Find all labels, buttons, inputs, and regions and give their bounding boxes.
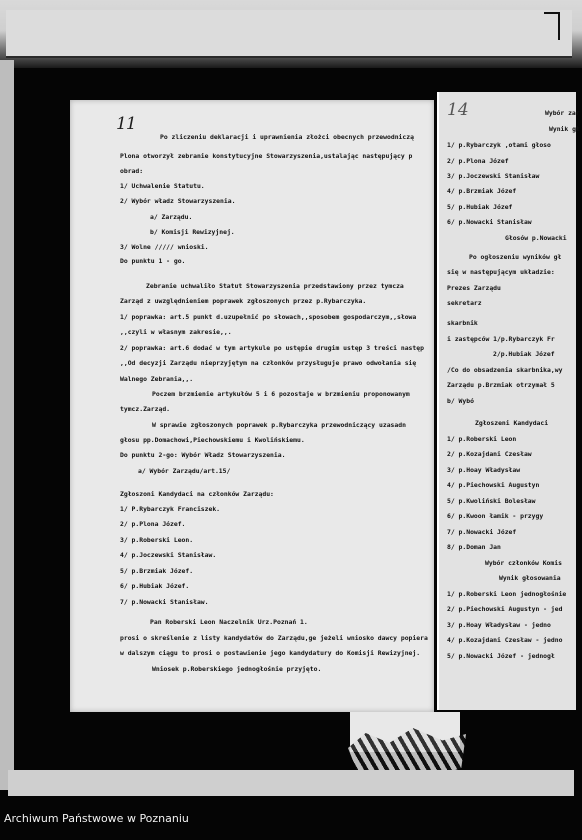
corner-crop-mark [544, 12, 560, 40]
document-text-line: /Co do obsadzenia skarbnika,wy [447, 366, 563, 374]
archive-watermark-label: Archiwum Państwowe w Poznaniu [4, 812, 189, 825]
document-text-line: Zgłoszoni Kandydaci na członków Zarządu: [120, 490, 274, 498]
document-text-line: 6/ p.Kwoon łamik - przygy [447, 512, 544, 520]
document-text-line: Wniosek p.Roberskiego jednogłośnie przyjęto. [152, 665, 322, 673]
document-text-line: 7/ p.Nowacki Józef [447, 528, 517, 536]
document-text-line: 4/ p.Brzmiak Józef [447, 187, 517, 195]
document-text-line: 5/ p.Nowacki Józef - jednogł [447, 652, 555, 660]
document-text-line: Zebranie uchwaliło Statut Stowarzyszenia przedstawiony przez tymcza [146, 282, 404, 290]
document-text-line: 7/ p.Nowacki Stanisław. [120, 598, 209, 606]
main-document-page [70, 100, 434, 712]
document-text-line: 3/ p.Roberski Leon. [120, 536, 194, 544]
document-text-line: Głosów p.Nowacki [505, 234, 567, 242]
document-text-line: 2/p.Hubiak Józef [493, 350, 555, 358]
document-text-line: 4/ p.Piechowski Augustyn [447, 481, 540, 489]
side-page-number: 14 [447, 100, 469, 120]
document-text-line: Prezes Zarządu [447, 284, 501, 292]
document-text-line: 4/ p.Kozajdani Czesław - jedno [447, 636, 563, 644]
document-text-line: 3/ Wolne ///// wnioski. [120, 243, 209, 251]
document-text-line: 5/ p.Kwoliński Bolesław [447, 497, 536, 505]
document-text-line: 2/ p.Kozajdani Czesław [447, 450, 532, 458]
document-text-line: Po ogłoszeniu wyników gł [469, 253, 562, 261]
document-text-line: w dalszym ciągu to prosi o postawienie jego kandydatury do Komisji Rewizyjnej. [120, 649, 421, 657]
document-text-line: Walnego Zebrania,,. [120, 375, 194, 383]
document-text-line: 2/ Wybór władz Stowarzyszenia. [120, 197, 236, 205]
document-text-line: obrad: [120, 167, 144, 175]
document-text-line: 1/ p.Roberski Leon jednogłośnie [447, 590, 567, 598]
document-text-line: 1/ P.Rybarczyk Franciszek. [120, 505, 221, 513]
document-text-line: 1/ poprawka: art.5 punkt d.uzupełnić po słowach,,sposobem gospodarczym,,słowa [120, 313, 417, 321]
document-text-line: Zarządu p.Brzmiak otrzymał 5 [447, 381, 555, 389]
document-text-line: 1/ Uchwalenie Statutu. [120, 182, 205, 190]
document-text-line: prosi o skreślenie z listy kandydatów do Zarządu,ge jeżeli wniosko dawcy popiera [120, 634, 428, 642]
document-text-line: 3/ p.Joczewski Stanisław [447, 172, 540, 180]
document-text-line: Zgłoszeni Kandydaci [475, 419, 549, 427]
document-text-line: 2/ poprawka: art.6 dodać w tym artykule po ustępie drugim ustęp 3 treści następ [120, 344, 424, 352]
document-text-line: tymcz.Zarząd. [120, 405, 171, 413]
document-text-line: Po zliczeniu deklaracji i uprawnienia złożci obecnych przewodniczą [160, 133, 414, 141]
document-text-line: ,,czyli w własnym zakresie,,. [120, 328, 232, 336]
document-text-line: 8/ p.Doman Jan [447, 543, 501, 551]
document-text-line: 2/ p.Plona Józef. [120, 520, 186, 528]
document-text-line: 5/ p.Brzmiak Józef. [120, 567, 194, 575]
document-text-line: W sprawie zgłoszonych poprawek p.Rybarczyka przewodniczący uzasadn [152, 421, 406, 429]
document-text-line: Plona otworzył zebranie konstytucyjne Stowarzyszenia,ustalając następujący p [120, 152, 413, 160]
document-text-line: 6/ p.Hubiak Józef. [120, 582, 190, 590]
document-text-line: Do punktu 1 - go. [120, 257, 186, 265]
top-paper-inner [6, 10, 572, 58]
document-text-line: Pan Roberski Leon Naczelnik Urz.Poznań 1. [150, 618, 308, 626]
document-text-line: 1/ p.Rybarczyk ,otami głoso [447, 141, 551, 149]
document-text-line: a/ Wybór Zarządu/art.15/ [138, 467, 231, 475]
document-text-line: Poczem brzmienie artykułów 5 i 6 pozostaje w brzmieniu proponowanym [152, 390, 410, 398]
side-document-page [437, 92, 580, 710]
bottom-paper-strip [8, 770, 574, 796]
top-paper-strip [0, 0, 582, 68]
document-text-line: Wybór członków Komis [485, 559, 562, 567]
document-text-line: sekretarz [447, 299, 482, 307]
document-text-line: Wybór zar [545, 109, 580, 117]
document-text-line: głosu pp.Domachowi,Piechowskiemu i Kwolińskiemu. [120, 436, 305, 444]
document-text-line: się w następującym układzie: [447, 268, 555, 276]
document-text-line: 2/ p.Piechowski Augustyn - jed [447, 605, 563, 613]
document-text-line: skarbnik [447, 319, 478, 327]
document-text-line: ,,Od decyzji Zarządu nieprzyjętym na członków przysługuje prawo odwołania się [120, 359, 417, 367]
document-text-line: 5/ p.Hubiak Józef [447, 203, 513, 211]
document-text-line: Do punktu 2-go: Wybór Władz Stowarzyszenia. [120, 451, 286, 459]
document-text-line: Wynik gł [549, 125, 580, 133]
left-paper-edge [0, 60, 14, 790]
document-text-line: Wynik głosowania [499, 574, 561, 582]
document-text-line: 3/ p.Hoay Władysław [447, 466, 521, 474]
document-text-line: a/ Zarządu. [150, 213, 193, 221]
document-text-line: 1/ p.Roberski Leon [447, 435, 517, 443]
document-text-line: b/ Wybó [447, 397, 474, 405]
document-text-line: 6/ p.Nowacki Stanisław [447, 218, 532, 226]
document-text-line: b/ Komisji Rewizyjnej. [150, 228, 235, 236]
page-number: 11 [116, 114, 136, 134]
document-text-line: 4/ p.Joczewski Stanisław. [120, 551, 217, 559]
document-text-line: Zarząd z uwzględnieniem poprawek zgłoszonych przez p.Rybarczyka. [120, 297, 367, 305]
document-text-line: i zastępców 1/p.Rybarczyk Fr [447, 335, 555, 343]
document-text-line: 2/ p.Plona Józef [447, 157, 509, 165]
document-text-line: 3/ p.Hoay Władysław - jedno [447, 621, 551, 629]
